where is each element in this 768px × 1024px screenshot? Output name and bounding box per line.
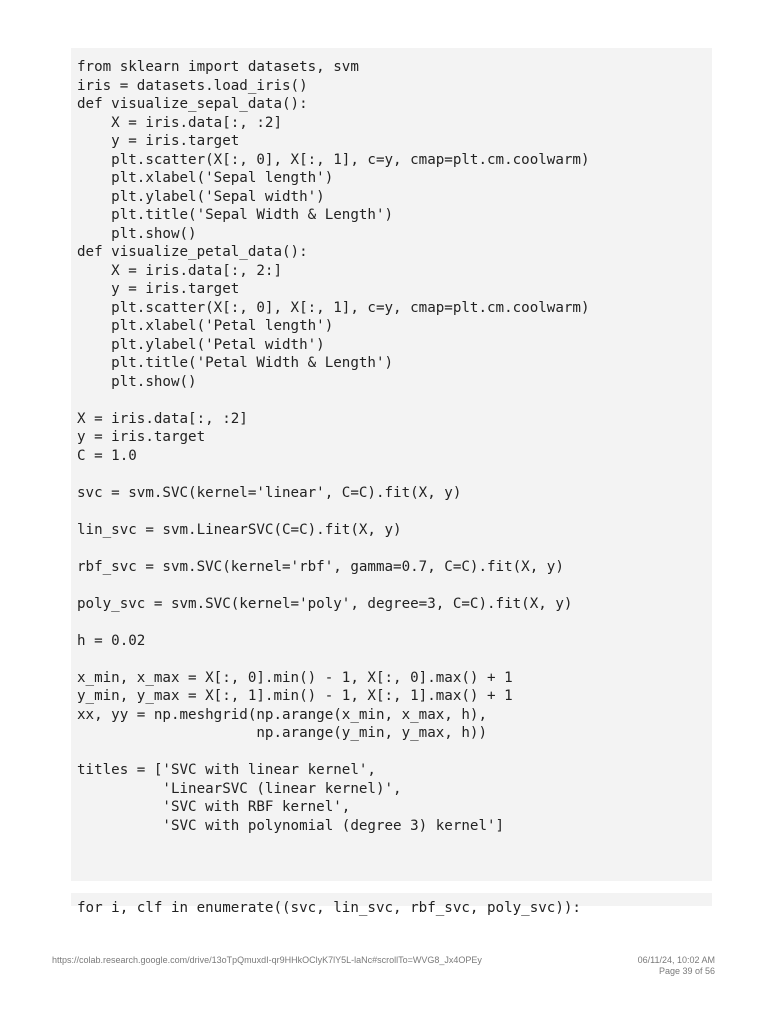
code-line: lin_svc = svm.LinearSVC(C=C).fit(X, y) <box>77 521 402 538</box>
code-line: poly_svc = svm.SVC(kernel='poly', degree=3, C=C).fit(X, y) <box>77 595 573 612</box>
code-line: C = 1.0 <box>77 447 137 464</box>
code-line: X = iris.data[:, :2] <box>77 410 248 427</box>
code-line: plt.show() <box>77 225 197 242</box>
code-line: h = 0.02 <box>77 632 146 649</box>
code-line: xx, yy = np.meshgrid(np.arange(x_min, x_max, h), <box>77 706 487 723</box>
code-line: X = iris.data[:, 2:] <box>77 262 282 279</box>
print-datetime: 06/11/24, 10:02 AM <box>637 955 715 965</box>
code-line: 'SVC with polynomial (degree 3) kernel'] <box>77 817 505 834</box>
next-cell-partial-text: for i, clf in enumerate((svc, lin_svc, rbf_svc, poly_svc)): <box>77 900 581 916</box>
code-line: plt.xlabel('Sepal length') <box>77 170 334 186</box>
code-line: rbf_svc = svm.SVC(kernel='rbf', gamma=0.7, C=C).fit(X, y) <box>77 558 564 575</box>
code-cell[interactable] <box>71 48 712 881</box>
next-code-cell[interactable] <box>71 893 712 916</box>
code-line: titles = ['SVC with linear kernel', <box>77 762 376 778</box>
code-line: plt.xlabel('Petal length') <box>77 318 334 334</box>
code-line: plt.scatter(X[:, 0], X[:, 1], c=y, cmap=plt.cm.coolwarm) <box>77 299 590 316</box>
code-line: def visualize_sepal_data(): <box>77 96 308 112</box>
code-line: plt.show() <box>77 373 197 390</box>
code-line: y = iris.target <box>77 133 240 149</box>
code-line: np.arange(y_min, y_max, h)) <box>77 725 487 741</box>
page-url: https://colab.research.google.com/drive/13oTpQmuxdI-qr9HHkOClyK7lY5L-laNc#scrollTo=WVG8_Jx4OPEy <box>52 955 482 965</box>
code-line: 'SVC with RBF kernel', <box>77 799 351 815</box>
code-line: X = iris.data[:, :2] <box>77 114 282 131</box>
code-line: plt.ylabel('Sepal width') <box>77 188 325 205</box>
code-line: y = iris.target <box>77 429 206 445</box>
code-line: plt.title('Petal Width & Length') <box>77 355 394 371</box>
code-line: from sklearn import datasets, svm <box>77 59 359 75</box>
code-line: iris = datasets.load_iris() <box>77 77 308 94</box>
code-line: def visualize_petal_data(): <box>77 244 308 260</box>
code-line: plt.title('Sepal Width & Length') <box>77 207 394 223</box>
code-line: y = iris.target <box>77 281 240 297</box>
code-line: y_min, y_max = X[:, 1].min() - 1, X[:, 1].max() + 1 <box>77 688 513 704</box>
code-text <box>77 58 590 835</box>
page-number: Page 39 of 56 <box>658 966 715 976</box>
code-line: svc = svm.SVC(kernel='linear', C=C).fit(X, y) <box>77 484 462 501</box>
code-line: 'LinearSVC (linear kernel)', <box>77 780 402 797</box>
code-line: plt.ylabel('Petal width') <box>77 336 325 353</box>
code-line: plt.scatter(X[:, 0], X[:, 1], c=y, cmap=plt.cm.coolwarm) <box>77 151 590 168</box>
code-line: x_min, x_max = X[:, 0].min() - 1, X[:, 0].max() + 1 <box>77 669 513 686</box>
